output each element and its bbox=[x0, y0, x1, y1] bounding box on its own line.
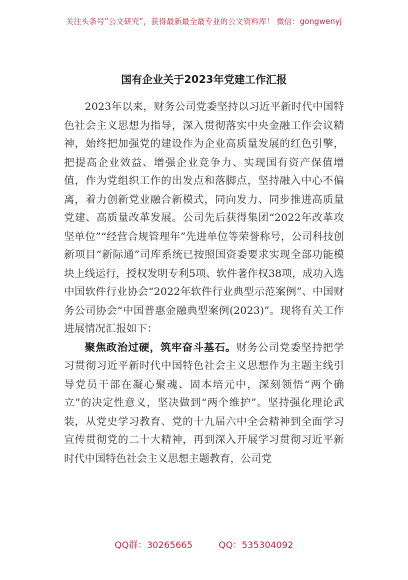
paragraph-1: 2023年以来，财务公司党委坚持以习近平新时代中国特色社会主义思想为指导，深入贯彻落实中央金融工作会议精神，始终把加强党的建设作为企业高质量发展的红色引擎，把提高企业效益、增强企业竞争力、实现国有资产保值增值，作为党组织工作的出发点和落脚点，坚持融入中心不偏离，着力创新党业融合新模式，同向发力、同步推进高质量党建、高质量改革发展。公司先后获得集团“2022年改革攻坚单位”“经营合规管理年”先进单位等荣誉称号，公司科技创新项目“新际通”司库系统已按照国资委要求实现全部功能模块上线运行，授权发明专利5项、软件著作权38项，成功入选中国软件行业协会“2022年软件行业典型示范案例”、中国财务公司协会“中国普惠金融典型案例(2023)”。现将有关工作进展情况汇报如下： bbox=[64, 101, 344, 335]
footer-qq: QQ：535304092 bbox=[218, 541, 294, 551]
paragraph-2-text: 财务公司党委坚持把学习贯彻习近平新时代中国特色社会主义思想作为主题主线引导党员干部在凝心聚魂、固本培元中，深刻领悟“两个确立”的决定性意义，坚决做到“两个维护”。坚持强化理论武装，从党史学习教育、党的十九届六中全会精神到全面学习宣传贯彻党的二十大精神，再到深入开展学习贯彻习近平新时代中国特色社会主义思想主题教育，公司党 bbox=[64, 341, 345, 465]
header-banner: 关注头条号“公文研究”，获得最新最全最专业的公文资料库！ 微信：gongwenyj bbox=[66, 17, 342, 26]
paragraph-2 bbox=[64, 339, 344, 469]
footer-contact bbox=[0, 538, 408, 551]
document-title: 国有企业关于2023年党建工作汇报 bbox=[121, 74, 287, 86]
document-body bbox=[64, 98, 344, 468]
footer-qq-group: QQ群：30265665 bbox=[114, 541, 193, 551]
paragraph-2-lead: 聚焦政治过硬，筑牢奋斗基石。 bbox=[84, 341, 237, 354]
